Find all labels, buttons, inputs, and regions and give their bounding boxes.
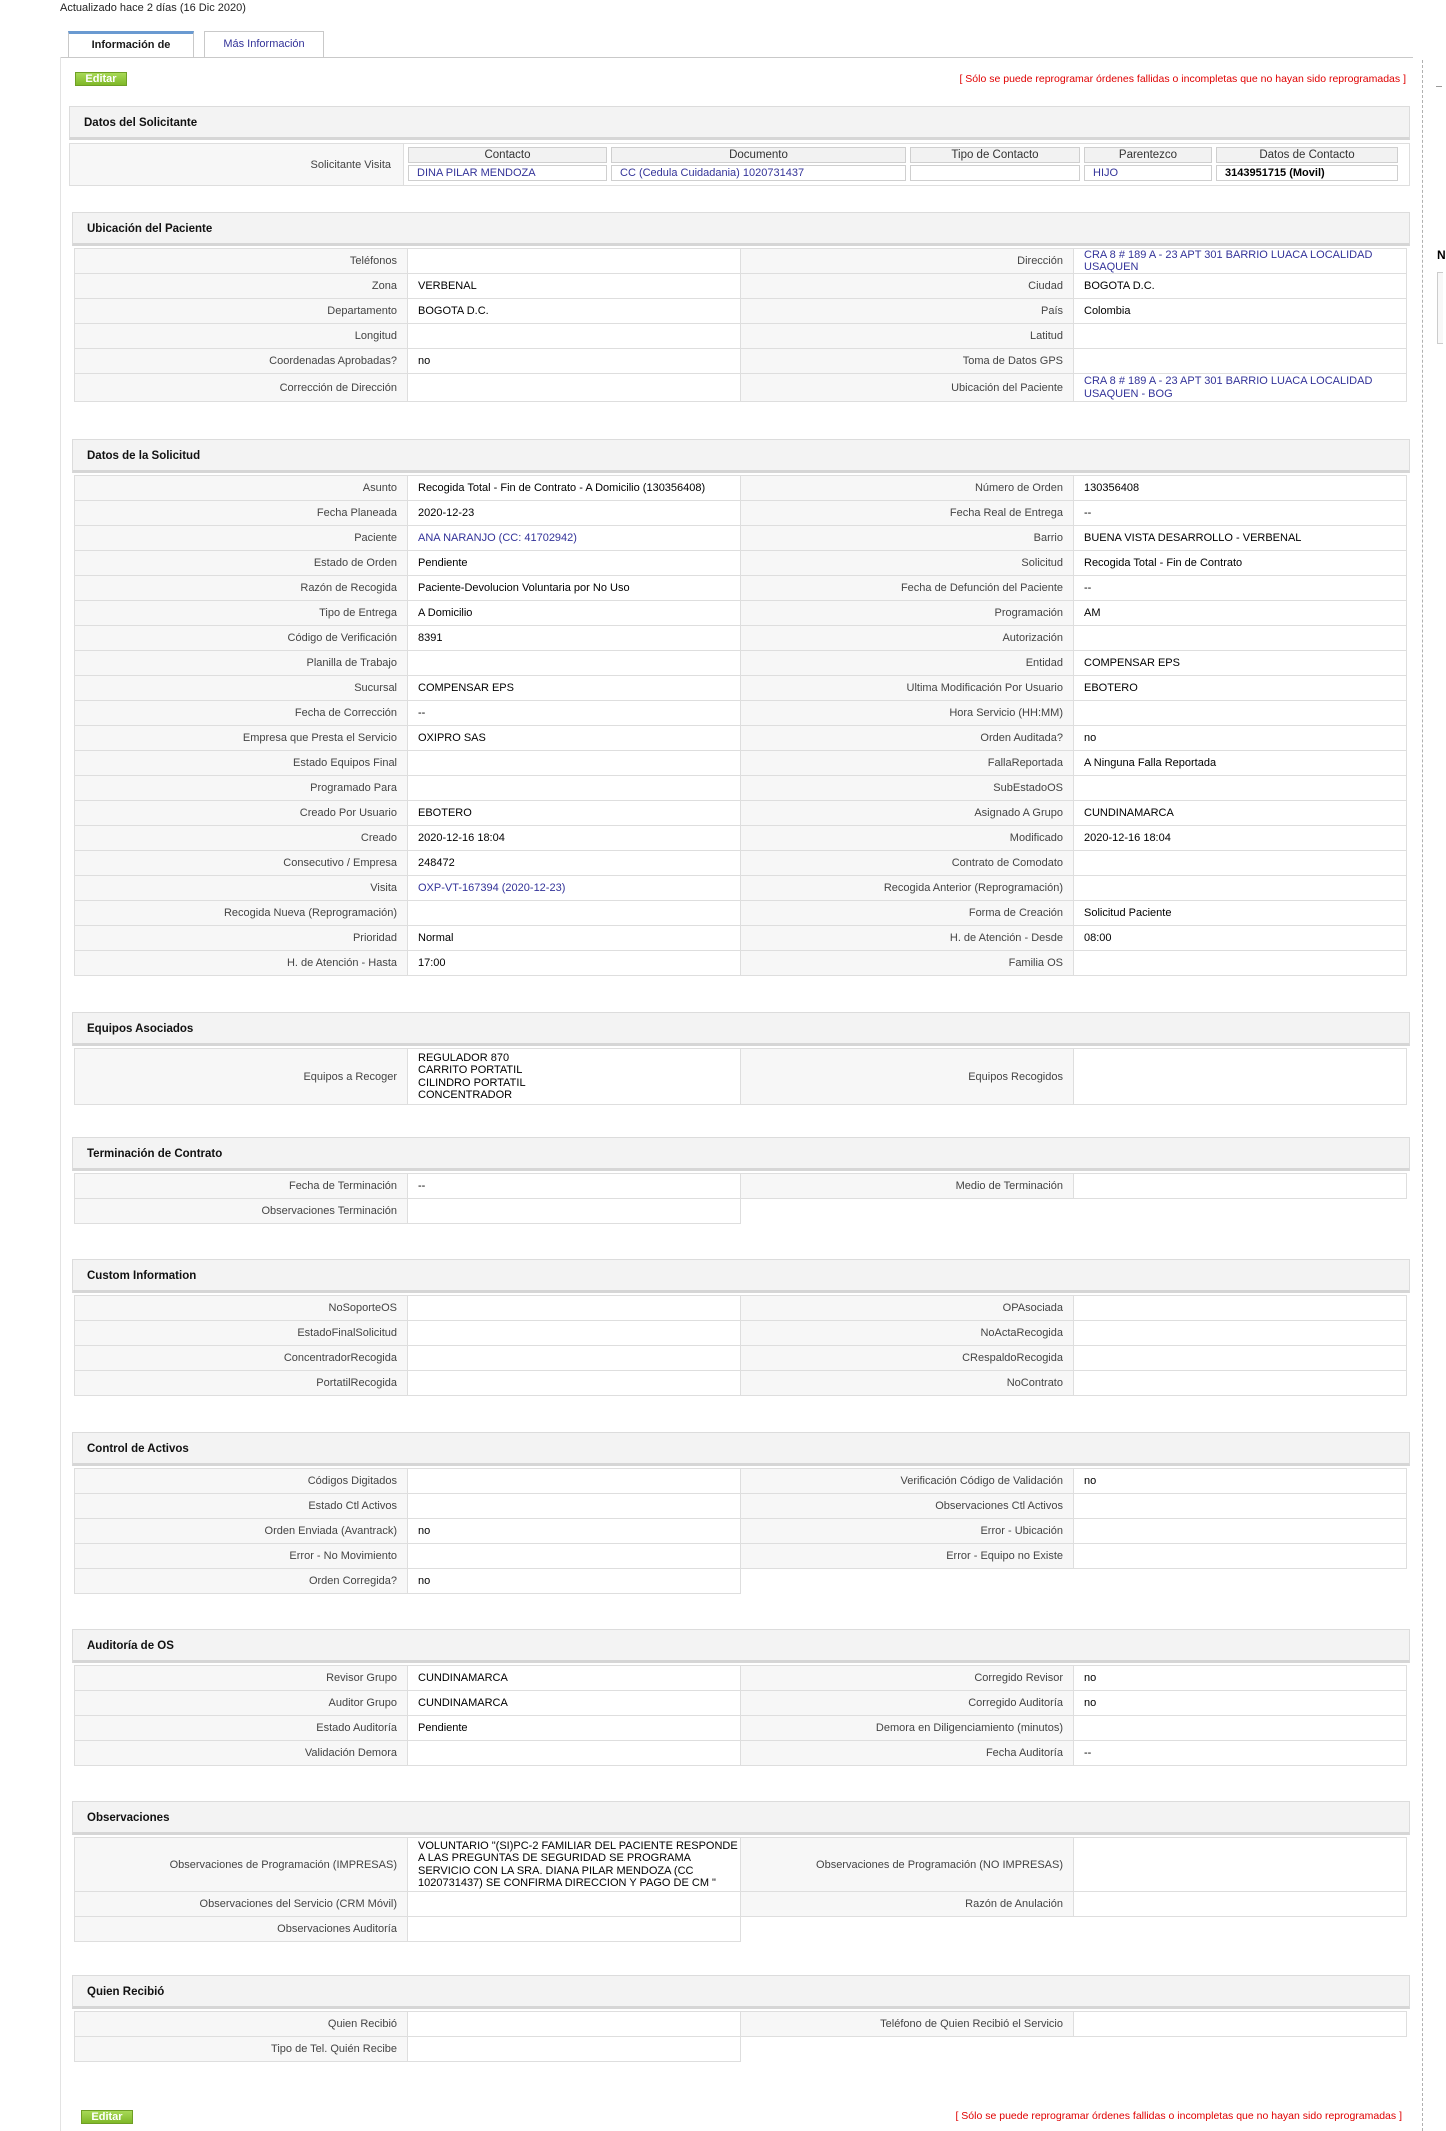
field-value: -- <box>1073 500 1407 526</box>
tab-mas-informacion[interactable]: Más Información <box>204 31 324 58</box>
field-value <box>1073 1543 1407 1569</box>
field-label: Estado Equipos Final <box>74 750 408 776</box>
section-solicitante <box>69 106 1410 186</box>
field-value: OXP-VT-167394 (2020-12-23) <box>407 875 741 901</box>
field-value <box>1073 1891 1407 1917</box>
field-label: NoSoporteOS <box>74 1295 408 1321</box>
section-title: Control de Activos <box>72 1432 1410 1466</box>
table-row <box>408 165 1398 181</box>
field-label: Corregido Revisor <box>740 1665 1074 1691</box>
field-label: Recogida Anterior (Reprogramación) <box>740 875 1074 901</box>
field-value <box>1073 875 1407 901</box>
field-row <box>75 801 1411 826</box>
field-value: VERBENAL <box>407 273 741 299</box>
field-row <box>75 551 1411 576</box>
field-value <box>1073 1518 1407 1544</box>
field-value: EBOTERO <box>1073 675 1407 701</box>
field-value: Normal <box>407 925 741 951</box>
field-value: -- <box>1073 1740 1407 1766</box>
field-label: Asignado A Grupo <box>740 800 1074 826</box>
field-row <box>75 601 1411 626</box>
field-label: Creado Por Usuario <box>74 800 408 826</box>
field-label: Corrección de Dirección <box>74 373 408 402</box>
section-equipos <box>72 1012 1410 1105</box>
side-panel-box <box>1437 272 1443 344</box>
last-updated-text: Actualizado hace 2 días (16 Dic 2020) <box>60 2 246 14</box>
tab-divider <box>60 57 1413 58</box>
field-value <box>407 248 741 274</box>
field-value: no <box>1073 725 1407 751</box>
section-title: Equipos Asociados <box>72 1012 1410 1046</box>
field-label: FallaReportada <box>740 750 1074 776</box>
field-value <box>1073 1048 1407 1105</box>
field-value: CUNDINAMARCA <box>407 1690 741 1716</box>
field-value <box>1073 775 1407 801</box>
field-value: 2020-12-16 18:04 <box>1073 825 1407 851</box>
section-custom <box>72 1259 1410 1396</box>
field-label: Verificación Código de Validación <box>740 1468 1074 1494</box>
equipos-grid <box>75 1049 1411 1105</box>
field-row <box>75 501 1411 526</box>
field-label: Demora en Diligenciamiento (minutos) <box>740 1715 1074 1741</box>
section-auditoria <box>72 1629 1410 1766</box>
field-label: Error - Ubicación <box>740 1518 1074 1544</box>
field-row <box>75 1199 1411 1224</box>
field-label: Auditor Grupo <box>74 1690 408 1716</box>
field-value <box>407 1891 741 1917</box>
field-value: no <box>407 1568 741 1594</box>
field-value: COMPENSAR EPS <box>407 675 741 701</box>
field-value <box>407 900 741 926</box>
panel-splitter[interactable] <box>1422 60 1423 2131</box>
field-value: Colombia <box>1073 298 1407 324</box>
field-row <box>75 651 1411 676</box>
field-value: A Domicilio <box>407 600 741 626</box>
field-label: CRespaldoRecogida <box>740 1345 1074 1371</box>
field-label: Fecha de Defunción del Paciente <box>740 575 1074 601</box>
field-row <box>75 1494 1411 1519</box>
field-value: no <box>1073 1468 1407 1494</box>
field-label: Fecha Planeada <box>74 500 408 526</box>
field-row <box>75 1892 1411 1917</box>
field-row <box>75 1741 1411 1766</box>
field-value <box>1073 1345 1407 1371</box>
field-label: Entidad <box>740 650 1074 676</box>
field-label: Hora Servicio (HH:MM) <box>740 700 1074 726</box>
field-label: H. de Atención - Desde <box>740 925 1074 951</box>
field-value <box>1073 1295 1407 1321</box>
field-row <box>75 676 1411 701</box>
field-row <box>75 526 1411 551</box>
section-ubicacion <box>72 212 1410 402</box>
field-label: Medio de Terminación <box>740 1173 1074 1199</box>
field-value: 2020-12-23 <box>407 500 741 526</box>
field-label: ConcentradorRecogida <box>74 1345 408 1371</box>
solicitud-grid <box>75 476 1411 976</box>
field-label: Observaciones del Servicio (CRM Móvil) <box>74 1891 408 1917</box>
field-value <box>1073 1173 1407 1199</box>
field-value: OXIPRO SAS <box>407 725 741 751</box>
field-row <box>75 1917 1411 1942</box>
field-row <box>75 926 1411 951</box>
field-label: País <box>740 298 1074 324</box>
field-value: Paciente-Devolucion Voluntaria por No Uso <box>407 575 741 601</box>
field-label: Recogida Nueva (Reprogramación) <box>74 900 408 926</box>
field-label: Ciudad <box>740 273 1074 299</box>
section-control <box>72 1432 1410 1594</box>
ubicacion-grid <box>75 249 1411 402</box>
control-grid <box>75 1469 1411 1594</box>
field-row <box>75 1716 1411 1741</box>
field-value <box>407 1370 741 1396</box>
section-title: Observaciones <box>72 1801 1410 1835</box>
field-label: Familia OS <box>740 950 1074 976</box>
field-value <box>1073 348 1407 374</box>
field-value: 248472 <box>407 850 741 876</box>
field-label: Paciente <box>74 525 408 551</box>
field-label: Forma de Creación <box>740 900 1074 926</box>
field-label: Ultima Modificación Por Usuario <box>740 675 1074 701</box>
field-label: Teléfonos <box>74 248 408 274</box>
reprogram-warning-bottom: [ Sólo se puede reprogramar órdenes fallidas o incompletas que no hayan sido reprogramadas ] <box>955 2110 1402 2122</box>
field-value: Solicitud Paciente <box>1073 900 1407 926</box>
field-value <box>1073 1715 1407 1741</box>
edit-button-bottom[interactable]: Editar <box>81 2110 133 2124</box>
solicitante-label: Solicitante Visita <box>70 144 404 185</box>
field-label: Solicitud <box>740 550 1074 576</box>
field-row <box>75 851 1411 876</box>
edge-tick <box>1436 86 1442 87</box>
field-row <box>75 1296 1411 1321</box>
field-label: Programado Para <box>74 775 408 801</box>
col-parentezco: Parentezco <box>1084 147 1212 163</box>
field-row <box>75 1049 1411 1105</box>
field-value <box>407 750 741 776</box>
field-label: Longitud <box>74 323 408 349</box>
field-row <box>75 1469 1411 1494</box>
field-row <box>75 349 1411 374</box>
recibio-grid <box>75 2012 1411 2062</box>
field-label: EstadoFinalSolicitud <box>74 1320 408 1346</box>
field-label: Dirección <box>740 248 1074 274</box>
field-row <box>75 1321 1411 1346</box>
field-value <box>407 2011 741 2037</box>
field-row <box>75 324 1411 349</box>
field-row <box>75 1569 1411 1594</box>
field-value <box>407 1916 741 1942</box>
field-value <box>1073 2011 1407 2037</box>
field-label: Consecutivo / Empresa <box>74 850 408 876</box>
field-value <box>1073 850 1407 876</box>
field-label: SubEstadoOS <box>740 775 1074 801</box>
field-value <box>1073 323 1407 349</box>
field-value <box>407 1295 741 1321</box>
field-value: A Ninguna Falla Reportada <box>1073 750 1407 776</box>
field-value: REGULADOR 870 CARRITO PORTATIL CILINDRO PORTATIL CONCENTRADOR <box>407 1048 741 1105</box>
field-value <box>1073 625 1407 651</box>
field-value <box>1073 1493 1407 1519</box>
field-row <box>75 951 1411 976</box>
field-label: Observaciones de Programación (NO IMPRESAS) <box>740 1837 1074 1892</box>
section-title: Custom Information <box>72 1259 1410 1293</box>
field-value: 08:00 <box>1073 925 1407 951</box>
field-label: Estado de Orden <box>74 550 408 576</box>
field-label: Teléfono de Quien Recibió el Servicio <box>740 2011 1074 2037</box>
field-label: Contrato de Comodato <box>740 850 1074 876</box>
field-label: Validación Demora <box>74 1740 408 1766</box>
field-row <box>75 1666 1411 1691</box>
field-value <box>407 650 741 676</box>
field-row <box>75 626 1411 651</box>
field-value: CRA 8 # 189 A - 23 APT 301 BARRIO LUACA LOCALIDAD USAQUEN <box>1073 248 1407 274</box>
field-value: AM <box>1073 600 1407 626</box>
field-value: Pendiente <box>407 550 741 576</box>
field-label: Error - No Movimiento <box>74 1543 408 1569</box>
field-value: no <box>1073 1690 1407 1716</box>
field-value: no <box>1073 1665 1407 1691</box>
field-row <box>75 374 1411 402</box>
field-label: Quien Recibió <box>74 2011 408 2037</box>
field-label: Toma de Datos GPS <box>740 348 1074 374</box>
field-label: Tipo de Tel. Quién Recibe <box>74 2036 408 2062</box>
reprogram-warning-top: [ Sólo se puede reprogramar órdenes fallidas o incompletas que no hayan sido reprogramadas ] <box>959 73 1406 85</box>
terminacion-grid <box>75 1174 1411 1224</box>
col-datos-contacto: Datos de Contacto <box>1216 147 1398 163</box>
section-quien-recibio <box>72 1975 1410 2062</box>
field-value <box>407 2036 741 2062</box>
section-title: Auditoría de OS <box>72 1629 1410 1663</box>
field-value <box>407 1468 741 1494</box>
field-label: Fecha de Terminación <box>74 1173 408 1199</box>
field-value <box>407 323 741 349</box>
content-left-border <box>60 57 61 2131</box>
field-label: Fecha Auditoría <box>740 1740 1074 1766</box>
field-row <box>75 2037 1411 2062</box>
col-contacto: Contacto <box>408 147 607 163</box>
field-row <box>75 876 1411 901</box>
field-label: NoActaRecogida <box>740 1320 1074 1346</box>
field-label: Error - Equipo no Existe <box>740 1543 1074 1569</box>
field-label: Tipo de Entrega <box>74 600 408 626</box>
field-label: Programación <box>740 600 1074 626</box>
field-row <box>75 476 1411 501</box>
field-value: CRA 8 # 189 A - 23 APT 301 BARRIO LUACA LOCALIDAD USAQUEN - BOG <box>1073 373 1407 402</box>
field-row <box>75 1544 1411 1569</box>
field-label: Empresa que Presta el Servicio <box>74 725 408 751</box>
field-label: Equipos a Recoger <box>74 1048 408 1105</box>
field-label: Creado <box>74 825 408 851</box>
field-label: Razón de Recogida <box>74 575 408 601</box>
field-value: -- <box>407 700 741 726</box>
section-title: Ubicación del Paciente <box>72 212 1410 246</box>
field-value <box>407 775 741 801</box>
field-row <box>75 1371 1411 1396</box>
field-value <box>1073 950 1407 976</box>
field-row <box>75 1346 1411 1371</box>
section-observaciones <box>72 1801 1410 1942</box>
field-value: 8391 <box>407 625 741 651</box>
field-row <box>75 1838 1411 1892</box>
field-label: Autorización <box>740 625 1074 651</box>
field-row <box>75 576 1411 601</box>
field-label: Visita <box>74 875 408 901</box>
field-value: no <box>407 348 741 374</box>
section-title: Terminación de Contrato <box>72 1137 1410 1171</box>
field-label: Orden Corregida? <box>74 1568 408 1594</box>
field-value: -- <box>1073 575 1407 601</box>
field-value: no <box>407 1518 741 1544</box>
field-label: Ubicación del Paciente <box>740 373 1074 402</box>
auditoria-grid <box>75 1666 1411 1766</box>
field-value: 130356408 <box>1073 475 1407 501</box>
field-label: Número de Orden <box>740 475 1074 501</box>
field-label: Observaciones Auditoría <box>74 1916 408 1942</box>
field-label: Barrio <box>740 525 1074 551</box>
field-label: Coordenadas Aprobadas? <box>74 348 408 374</box>
field-label: Razón de Anulación <box>740 1891 1074 1917</box>
field-label: Observaciones Ctl Activos <box>740 1493 1074 1519</box>
field-value: Recogida Total - Fin de Contrato <box>1073 550 1407 576</box>
field-label: Latitud <box>740 323 1074 349</box>
contact-type <box>910 165 1080 181</box>
field-label: PortatilRecogida <box>74 1370 408 1396</box>
field-value: BUENA VISTA DESARROLLO - VERBENAL <box>1073 525 1407 551</box>
col-documento: Documento <box>611 147 906 163</box>
field-value <box>1073 1837 1407 1892</box>
observaciones-grid <box>75 1838 1411 1942</box>
field-value: BOGOTA D.C. <box>1073 273 1407 299</box>
field-label: Orden Enviada (Avantrack) <box>74 1518 408 1544</box>
tab-informacion[interactable]: Información de <box>68 31 194 58</box>
contacts-table <box>404 145 1402 183</box>
field-value: CUNDINAMARCA <box>407 1665 741 1691</box>
field-value: EBOTERO <box>407 800 741 826</box>
field-label: Sucursal <box>74 675 408 701</box>
field-value: -- <box>407 1173 741 1199</box>
field-row <box>75 776 1411 801</box>
field-label: Códigos Digitados <box>74 1468 408 1494</box>
field-label: Fecha Real de Entrega <box>740 500 1074 526</box>
field-label: H. de Atención - Hasta <box>74 950 408 976</box>
field-label: Zona <box>74 273 408 299</box>
field-label: Asunto <box>74 475 408 501</box>
section-terminacion <box>72 1137 1410 1224</box>
field-value <box>407 1198 741 1224</box>
field-value <box>407 1493 741 1519</box>
field-value <box>1073 700 1407 726</box>
field-row <box>75 901 1411 926</box>
field-label: Estado Ctl Activos <box>74 1493 408 1519</box>
field-row <box>75 751 1411 776</box>
field-value: 17:00 <box>407 950 741 976</box>
field-value <box>407 373 741 402</box>
field-row <box>75 826 1411 851</box>
side-panel-label: N <box>1437 248 1446 262</box>
field-row <box>75 701 1411 726</box>
field-label: Planilla de Trabajo <box>74 650 408 676</box>
contact-document: CC (Cedula Cuidadania) 1020731437 <box>611 165 906 181</box>
field-value: BOGOTA D.C. <box>407 298 741 324</box>
field-value <box>407 1543 741 1569</box>
field-row <box>75 2012 1411 2037</box>
contact-relationship: HIJO <box>1084 165 1212 181</box>
field-row <box>75 726 1411 751</box>
col-tipo-contacto: Tipo de Contacto <box>910 147 1080 163</box>
section-title: Datos del Solicitante <box>69 106 1410 140</box>
field-label: NoContrato <box>740 1370 1074 1396</box>
field-row <box>75 274 1411 299</box>
field-label: OPAsociada <box>740 1295 1074 1321</box>
field-value: 2020-12-16 18:04 <box>407 825 741 851</box>
field-row <box>75 249 1411 274</box>
field-row <box>75 1174 1411 1199</box>
section-solicitud <box>72 439 1410 976</box>
edit-button-top[interactable]: Editar <box>75 72 127 86</box>
section-title: Datos de la Solicitud <box>72 439 1410 473</box>
field-label: Corregido Auditoría <box>740 1690 1074 1716</box>
field-label: Revisor Grupo <box>74 1665 408 1691</box>
field-value <box>1073 1370 1407 1396</box>
field-label: Prioridad <box>74 925 408 951</box>
field-label: Código de Verificación <box>74 625 408 651</box>
field-label: Equipos Recogidos <box>740 1048 1074 1105</box>
field-label: Departamento <box>74 298 408 324</box>
field-value <box>407 1740 741 1766</box>
field-label: Modificado <box>740 825 1074 851</box>
contact-name: DINA PILAR MENDOZA <box>408 165 607 181</box>
field-label: Fecha de Corrección <box>74 700 408 726</box>
contact-phone: 3143951715 (Movil) <box>1216 165 1398 181</box>
field-value <box>1073 1320 1407 1346</box>
field-label: Observaciones de Programación (IMPRESAS) <box>74 1837 408 1892</box>
field-row <box>75 1691 1411 1716</box>
field-label: Observaciones Terminación <box>74 1198 408 1224</box>
custom-grid <box>75 1296 1411 1396</box>
field-value: CUNDINAMARCA <box>1073 800 1407 826</box>
field-value: Pendiente <box>407 1715 741 1741</box>
section-title: Quien Recibió <box>72 1975 1410 2009</box>
tab-bar <box>68 31 334 58</box>
field-value: VOLUNTARIO "(SI)PC-2 FAMILIAR DEL PACIENTE RESPONDE A LAS PREGUNTAS DE SEGURIDAD SE PROGRAMA SERVICIO CON LA SRA. DIANA PILAR MENDOZA (CC 1020731437) SE CONFIRMA DIRECCION Y PAGO DE CM " <box>407 1837 741 1892</box>
field-label: Estado Auditoría <box>74 1715 408 1741</box>
solicitante-row <box>69 143 1410 186</box>
field-row <box>75 1519 1411 1544</box>
field-value <box>407 1320 741 1346</box>
field-value: ANA NARANJO (CC: 41702942) <box>407 525 741 551</box>
field-label: Orden Auditada? <box>740 725 1074 751</box>
field-value: COMPENSAR EPS <box>1073 650 1407 676</box>
field-row <box>75 299 1411 324</box>
field-value <box>407 1345 741 1371</box>
field-value: Recogida Total - Fin de Contrato - A Domicilio (130356408) <box>407 475 741 501</box>
